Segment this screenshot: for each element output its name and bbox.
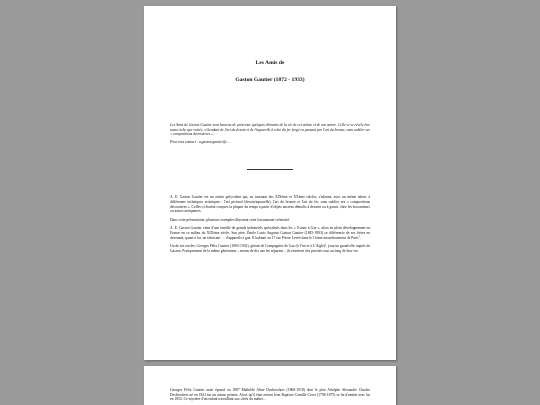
page-2-paragraph-1: Georges Félix Gautier avait épousé en 1887 Mathilde Aline Desbrochers (1866-1918) dont le père Adolphe Alexandre Charles Desbrochers né en 1841 fut un artiste peintre. Alors qu'il était enfant Jean Baptiste Camille Corot (1796-1875) se lia d'amitié avec lui en 1853. Ce mystère d'un enfant travaillant aux côtés du maître... — [170, 388, 370, 402]
body-text — [170, 195, 370, 253]
body-paragraph-3 — [170, 226, 370, 240]
intro-block — [170, 123, 370, 144]
document-page-2 — [144, 366, 396, 405]
contact-line: Pour tout contact : a.gaston.gautier@..... — [170, 139, 232, 144]
body-paragraph-2: Dans cette présentation, plusieurs exemples illustrent cette foisonnante créativité. — [170, 217, 291, 222]
document-page-1 — [144, 6, 396, 360]
intro-paragraph: Les Amis de Gaston Gautier sont heureux de présenter quelques éléments de la vie de cet artiste et de son œuvre. Celle-ci se révèle être aussi riche que variée, s'étendant de l'art du dessin et de l'aquarelle à celui du fer forgé en passant par l'art du bronze, sans oublier ses « compositions décoratives ». — [170, 123, 370, 137]
body-paragraph-4: Un de ses oncles, Georges Félix Gautier (1865-1932), gérant de Compagnies de Gaz (à Vire et à L'Aigle)², joua un grand rôle auprès de Gaston. Pratiquement de la même génération – moins de dix ans les séparent – ils restèrent très proches tout au long de leur vie. — [170, 244, 370, 253]
body-paragraph-1: A. E. Gaston Gautier est un artiste polyvalent qui, au tournant des XIXème et XXème siècles, s'adonne, avec un même talent, à différentes techniques artistiques : l'art pictural (dessin/aquarelle), l'art du bronze et l'art du fer, sans oublier ses « compositions décoratives ». Celles-ci étaient conçues la plupart du temps à partir d'objets anciens démolis à dessein ou à garnir, chez les brocanteurs ou autres antiquaires. — [170, 195, 370, 214]
document-title-line-2: Gaston Gautier (1872 - 1933) — [235, 77, 305, 83]
body-paragraph-3-end: . — [359, 235, 361, 240]
body-text-page-2 — [170, 366, 370, 402]
section-divider — [247, 169, 293, 170]
body-paragraph-3-text: A. E. Gaston Gautier vient d'une famille de grands industriels spécialisés dans les « Usines à Gaz », alors en plein développement en France en ce milieu du XIXème siècle. Son père, Émile Louis Auguste Gaston Gautier (1845-1893) se différencie de ses frères en devenant, quant à lui, un fabricant … d'appareils à gaz. Il habitait au 17 rue Pierre Levée dans le 11ème arrondissement de Paris — [170, 226, 370, 240]
footnote-ref-1[interactable]: 1 — [358, 234, 360, 238]
document-title-line-1: Les Amis de — [255, 60, 285, 66]
